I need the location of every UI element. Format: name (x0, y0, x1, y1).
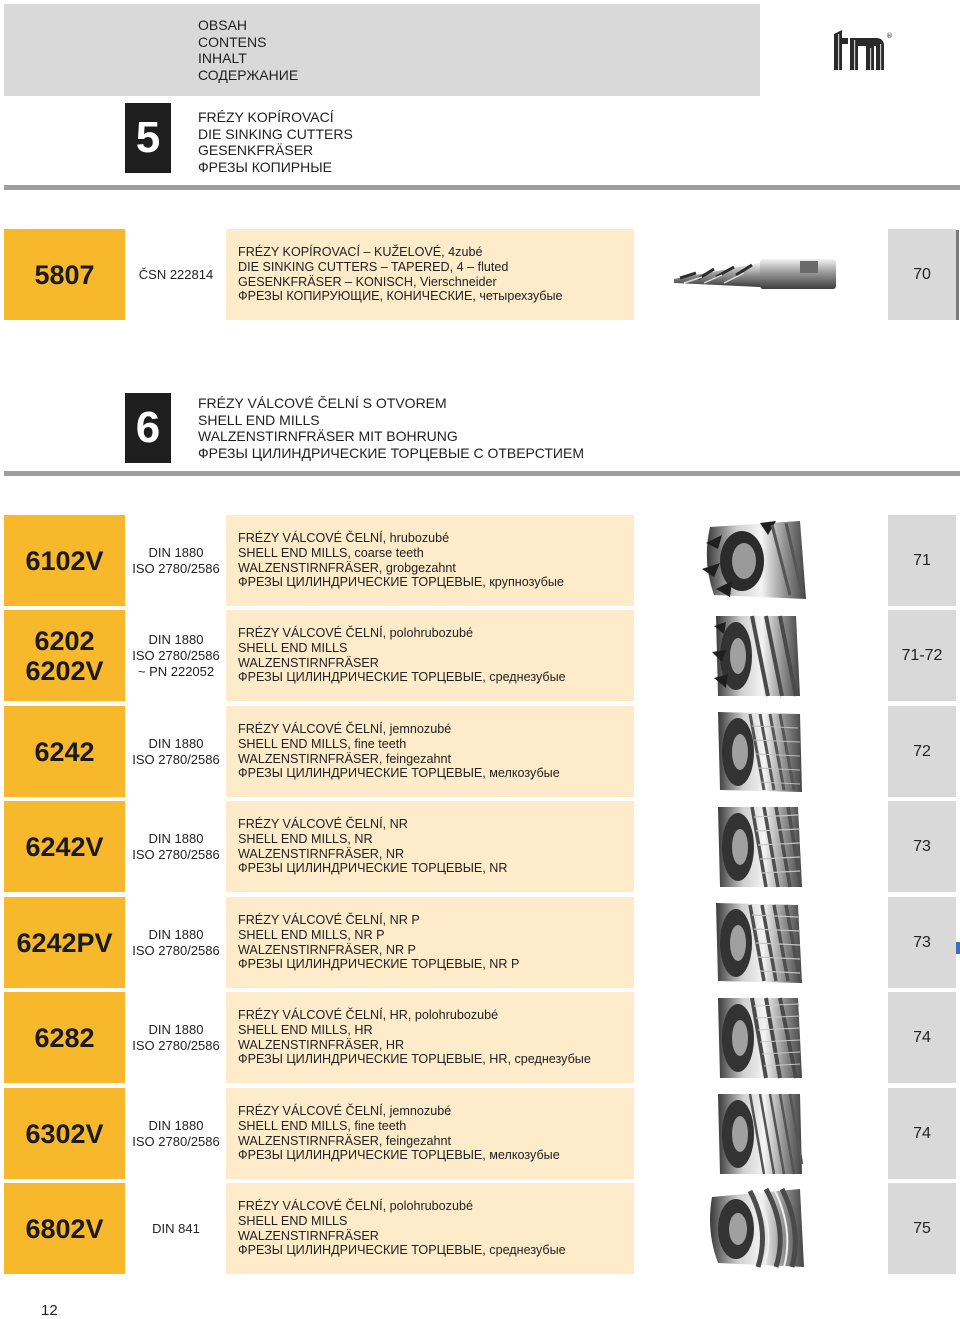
standards (126, 1088, 226, 1179)
product-code (4, 992, 125, 1083)
standards (126, 1183, 226, 1274)
catalog-row[interactable] (0, 1088, 960, 1179)
contents-title-line: CONTENS (198, 33, 267, 50)
page-reference[interactable]: 74 (888, 1088, 956, 1179)
description-line: WALZENSTIRNFRÄSER (238, 1228, 379, 1243)
description-line: ФРЕЗЫ ЦИЛИНДРИЧЕСКИЕ ТОРЦЕВЫЕ, NR P (238, 957, 520, 972)
description-line: SHELL END MILLS (238, 640, 348, 655)
product-code (4, 706, 125, 797)
contents-title (198, 17, 298, 83)
standard-line: DIN 1880 (148, 1021, 204, 1037)
standard-line: ČSN 222814 (138, 266, 214, 282)
description-line: ФРЕЗЫ ЦИЛИНДРИЧЕСКИЕ ТОРЦЕВЫЕ, мелкозубые (238, 1148, 560, 1163)
section-title-line: FRÉZY VÁLCOVÉ ČELNÍ S OTVOREM (198, 395, 447, 411)
section-title-line: ФРЕЗЫ КОПИРНЫЕ (198, 158, 332, 175)
standards (126, 229, 226, 320)
product-code-line: 6802V (25, 1213, 104, 1244)
svg-text:®: ® (886, 32, 893, 40)
page-reference[interactable]: 71 (888, 515, 956, 606)
product-description (226, 1088, 634, 1179)
product-code (4, 610, 125, 701)
section-title (198, 109, 353, 175)
description-line: SHELL END MILLS, fine teeth (238, 1118, 407, 1133)
description-line: GESENKFRÄSER – KONISCH, Vierschneider (238, 274, 497, 289)
shell-mill-image (640, 992, 880, 1083)
section-title-line: ФРЕЗЫ ЦИЛИНДРИЧЕСКИЕ ТОРЦЕВЫЕ С ОТВЕРСТИЕМ (198, 444, 584, 461)
description-line: WALZENSTIRNFRÄSER, NR P (238, 942, 416, 957)
product-code-line: 6242 (34, 736, 95, 767)
contents-title-line: OBSAH (198, 17, 248, 33)
description-line: WALZENSTIRNFRÄSER, grobgezahnt (238, 560, 456, 575)
standards (126, 610, 226, 701)
description-line: WALZENSTIRNFRÄSER, NR (238, 846, 405, 861)
standards (126, 801, 226, 892)
product-code-line: 6302V (25, 1118, 104, 1149)
description-line: FRÉZY VÁLCOVÉ ČELNÍ, polohrubozubé (238, 1199, 473, 1214)
description-line: ФРЕЗЫ ЦИЛИНДРИЧЕСКИЕ ТОРЦЕВЫЕ, среднезубые (238, 1243, 566, 1258)
standard-line: DIN 1880 (148, 830, 204, 846)
standard-line: ISO 2780/2586 (132, 751, 220, 767)
catalog-row[interactable] (0, 1183, 960, 1274)
product-description (226, 897, 634, 988)
shell-mill-image (640, 1088, 880, 1179)
standard-line: ISO 2780/2586 (132, 942, 220, 958)
description-line: WALZENSTIRNFRÄSER, feingezahnt (238, 751, 451, 766)
section-divider (4, 471, 960, 476)
fn-logo (830, 24, 893, 76)
description-line: FRÉZY VÁLCOVÉ ČELNÍ, hrubozubé (238, 531, 450, 546)
page-reference[interactable]: 75 (888, 1183, 956, 1274)
product-code (4, 229, 125, 320)
product-code-line: 6102V (25, 545, 104, 576)
section-title-line: GESENKFRÄSER (198, 142, 314, 158)
product-description (226, 515, 634, 606)
product-description (226, 801, 634, 892)
catalog-row[interactable] (0, 897, 960, 988)
description-line: FRÉZY VÁLCOVÉ ČELNÍ, NR (238, 817, 408, 832)
standard-line: ISO 2780/2586 (132, 1133, 220, 1149)
standards (126, 897, 226, 988)
section-number: 6 (125, 393, 171, 463)
shell-mill-image (640, 1183, 880, 1274)
description-line: ФРЕЗЫ ЦИЛИНДРИЧЕСКИЕ ТОРЦЕВЫЕ, среднезубые (238, 670, 566, 685)
catalog-row[interactable] (0, 229, 960, 320)
page-reference[interactable]: 72 (888, 706, 956, 797)
catalog-row[interactable] (0, 706, 960, 797)
description-line: SHELL END MILLS, fine teeth (238, 736, 407, 751)
description-line: FRÉZY VÁLCOVÉ ČELNÍ, polohrubozubé (238, 626, 473, 641)
section-title-line: WALZENSTIRNFRÄSER MIT BOHRUNG (198, 428, 458, 444)
section-title-line: FRÉZY KOPÍROVACÍ (198, 109, 334, 125)
tapered-cutter-image (640, 229, 880, 320)
description-line: WALZENSTIRNFRÄSER (238, 655, 379, 670)
page-reference[interactable]: 71-72 (888, 610, 956, 701)
description-line: FRÉZY VÁLCOVÉ ČELNÍ, HR, polohrubozubé (238, 1008, 499, 1023)
shell-mill-image (640, 610, 880, 701)
standard-line: DIN 1880 (148, 926, 204, 942)
product-code-line: 6282 (34, 1022, 95, 1053)
description-line: ФРЕЗЫ ЦИЛИНДРИЧЕСКИЕ ТОРЦЕВЫЕ, крупнозубые (238, 575, 564, 590)
product-code (4, 515, 125, 606)
product-code-line: 6242PV (16, 927, 113, 958)
section-title (198, 395, 584, 461)
section-title-line: SHELL END MILLS (198, 411, 320, 428)
page-reference[interactable]: 74 (888, 992, 956, 1083)
product-description (226, 1183, 634, 1274)
edge-marker (956, 942, 960, 954)
standard-line: ISO 2780/2586 (132, 846, 220, 862)
shell-mill-image (640, 897, 880, 988)
product-code-line: 6202V (25, 655, 104, 686)
catalog-row[interactable] (0, 992, 960, 1083)
standard-line: ISO 2780/2586 (132, 560, 220, 576)
description-line: SHELL END MILLS (238, 1213, 348, 1228)
standard-line: DIN 1880 (148, 735, 204, 751)
description-line: ФРЕЗЫ ЦИЛИНДРИЧЕСКИЕ ТОРЦЕВЫЕ, HR, среднезубые (238, 1052, 591, 1067)
description-line: SHELL END MILLS, HR (238, 1022, 373, 1037)
page-reference[interactable]: 73 (888, 897, 956, 988)
section-title-line: DIE SINKING CUTTERS (198, 125, 353, 142)
product-code (4, 1088, 125, 1179)
shell-mill-image (640, 706, 880, 797)
product-description (226, 706, 634, 797)
standards (126, 992, 226, 1083)
standard-line: ~ PN 222052 (137, 663, 215, 679)
product-code (4, 801, 125, 892)
shell-mill-image (640, 801, 880, 892)
shell-mill-image (640, 515, 880, 606)
section-divider (4, 185, 960, 190)
page-number: 12 (41, 1302, 58, 1319)
contents-title-line: INHALT (198, 50, 247, 66)
page-reference[interactable]: 70 (888, 229, 956, 320)
product-code-line: 6242V (25, 831, 104, 862)
catalog-row[interactable] (0, 610, 960, 701)
description-line: FRÉZY KOPÍROVACÍ – KUŽELOVÉ, 4zubé (238, 245, 483, 260)
standards (126, 515, 226, 606)
standards (126, 706, 226, 797)
standard-line: DIN 841 (152, 1220, 200, 1236)
description-line: SHELL END MILLS, NR (238, 831, 373, 846)
product-description (226, 610, 634, 701)
description-line: ФРЕЗЫ ЦИЛИНДРИЧЕСКИЕ ТОРЦЕВЫЕ, мелкозубые (238, 766, 560, 781)
catalog-row[interactable] (0, 515, 960, 606)
product-description (226, 229, 634, 320)
page-reference[interactable]: 73 (888, 801, 956, 892)
product-code (4, 897, 125, 988)
standard-line: ISO 2780/2586 (132, 647, 220, 663)
description-line: SHELL END MILLS, NR P (238, 927, 385, 942)
description-line: FRÉZY VÁLCOVÉ ČELNÍ, NR P (238, 913, 420, 928)
description-line: DIE SINKING CUTTERS – TAPERED, 4 – fluted (238, 259, 509, 274)
standard-line: DIN 1880 (148, 1117, 204, 1133)
description-line: WALZENSTIRNFRÄSER, HR (238, 1037, 405, 1052)
standard-line: DIN 1880 (148, 544, 204, 560)
standard-line: DIN 1880 (148, 631, 204, 647)
product-code-line: 5807 (34, 259, 95, 290)
description-line: ФРЕЗЫ КОПИРУЮЩИЕ, КОНИЧЕСКИЕ, четырехзубые (238, 289, 563, 304)
description-line: FRÉZY VÁLCOVÉ ČELNÍ, jemnozubé (238, 1104, 452, 1119)
description-line: SHELL END MILLS, coarse teeth (238, 545, 424, 560)
description-line: WALZENSTIRNFRÄSER, feingezahnt (238, 1133, 451, 1148)
standard-line: ISO 2780/2586 (132, 1037, 220, 1053)
catalog-row[interactable] (0, 801, 960, 892)
edge-marker (956, 230, 959, 320)
description-line: FRÉZY VÁLCOVÉ ČELNÍ, jemnozubé (238, 722, 452, 737)
contents-header (4, 4, 760, 96)
contents-title-line: СОДЕРЖАНИЕ (198, 66, 299, 83)
product-code-line: 6202 (34, 625, 95, 656)
product-description (226, 992, 634, 1083)
product-code (4, 1183, 125, 1274)
description-line: ФРЕЗЫ ЦИЛИНДРИЧЕСКИЕ ТОРЦЕВЫЕ, NR (238, 861, 508, 876)
section-number: 5 (125, 103, 171, 173)
